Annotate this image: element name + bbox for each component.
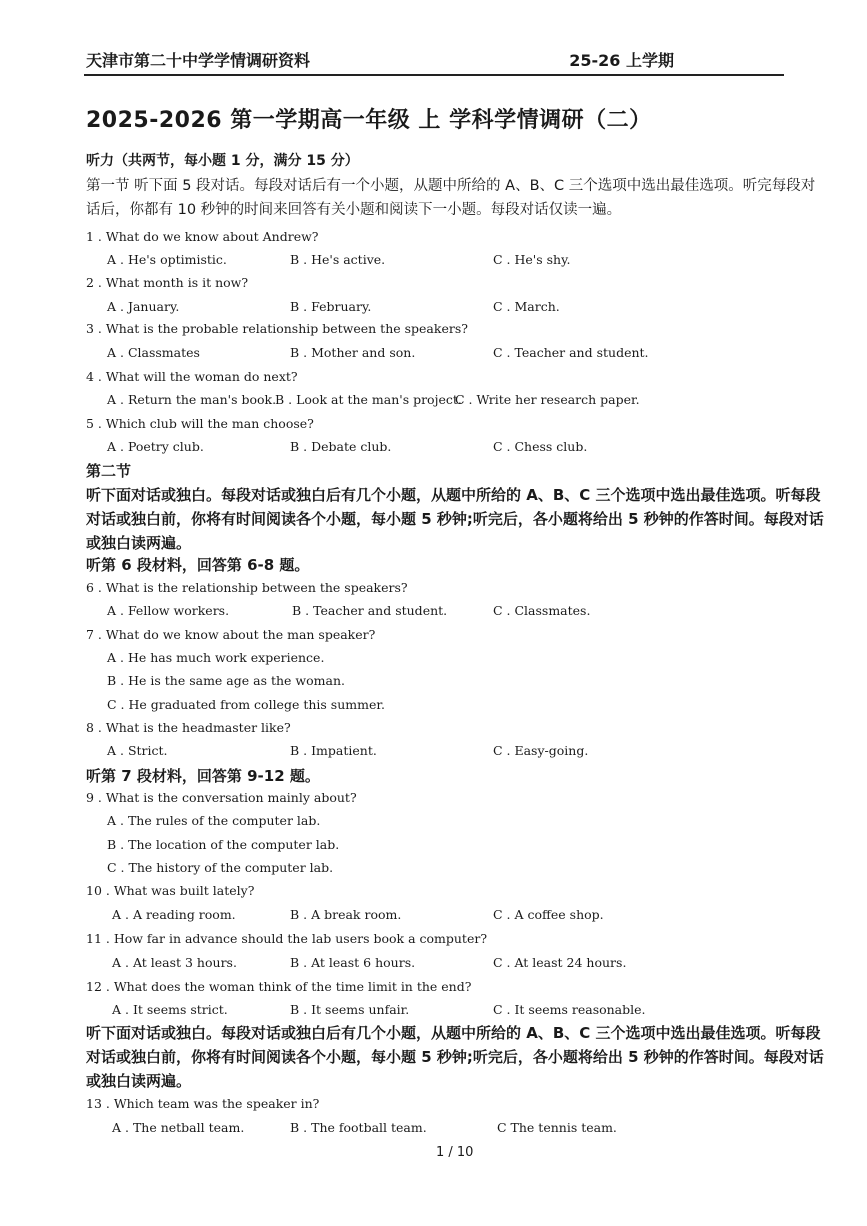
material-6-heading: 听第 6 段材料，回答第 6-8 题。 [86,556,310,574]
question-3: 3 . What is the probable relationship between the speakers? [86,321,468,336]
q12-option-a: A . It seems strict. [112,1002,228,1017]
question-6: 6 . What is the relationship between the speakers? [86,580,408,595]
q5-option-a: A . Poetry club. [107,439,204,454]
q1-option-c: C . He's shy. [493,252,571,267]
q13-option-c: C The tennis team. [497,1120,617,1135]
q13-option-a: A . The netball team. [112,1120,245,1135]
q10-option-b: B . A break room. [290,907,402,922]
section1-instructions: 第一节 听下面 5 段对话。每段对话后有一个小题，从题中所给的 A、B、C 三个选项中选出最佳选项。听完每段对话后，你都有 10 秒钟的时间来回答有关小题和阅读下一小题。每段对话仅读一遍。 [86,178,816,218]
question-12: 12 . What does the woman think of the time limit in the end? [86,979,472,994]
school-name: 天津市第二十中学学情调研资料 [86,51,311,70]
q8-option-b: B . Impatient. [290,743,377,758]
q9-option-c: C . The history of the computer lab. [107,860,334,875]
question-7: 7 . What do we know about the man speaker? [86,627,376,642]
q11-option-b: B . At least 6 hours. [290,955,416,970]
running-header [84,44,784,76]
question-9: 9 . What is the conversation mainly about? [86,790,357,805]
q1-option-b: B . He's active. [290,252,386,267]
q12-option-c: C . It seems reasonable. [493,1002,646,1017]
q3-option-b: B . Mother and son. [290,345,416,360]
question-8: 8 . What is the headmaster like? [86,720,291,735]
section2-instructions-repeat: 听下面对话或独白。每段对话或独白后有几个小题，从题中所给的 A、B、C 三个选项中选出最佳选项。听每段对话或独白前，你将有时间阅读各个小题，每小题 5 秒钟;听完后，各小题将给出 5 秒钟的作答时间。每段对话或独白读两遍。 [86,1024,824,1090]
question-1: 1 . What do we know about Andrew? [86,229,319,244]
q9-option-a: A . The rules of the computer lab. [107,813,321,828]
question-5: 5 . Which club will the man choose? [86,416,314,431]
q5-option-c: C . Chess club. [493,439,588,454]
q4-option-b: B . Look at the man's project. [275,392,462,407]
q11-option-c: C . At least 24 hours. [493,955,627,970]
q8-option-a: A . Strict. [107,743,168,758]
q7-option-b: B . He is the same age as the woman. [107,673,345,688]
q7-option-a: A . He has much work experience. [107,650,325,665]
q6-option-c: C . Classmates. [493,603,591,618]
q12-option-b: B . It seems unfair. [290,1002,410,1017]
q10-option-a: A . A reading room. [112,907,236,922]
q11-option-a: A . At least 3 hours. [112,955,237,970]
q8-option-c: C . Easy-going. [493,743,589,758]
listening-heading: 听力（共两节，每小题 1 分，满分 15 分） [86,153,359,169]
q2-option-a: A . January. [107,299,180,314]
q1-option-a: A . He's optimistic. [107,252,227,267]
q7-option-c: C . He graduated from college this summer. [107,697,385,712]
q13-option-b: B . The football team. [290,1120,427,1135]
section2-heading: 第二节 [86,462,132,480]
q10-option-c: C . A coffee shop. [493,907,604,922]
question-4: 4 . What will the woman do next? [86,369,298,384]
question-2: 2 . What month is it now? [86,275,249,290]
q6-option-b: B . Teacher and student. [292,603,448,618]
q4-option-a: A . Return the man's book. [107,392,277,407]
q5-option-b: B . Debate club. [290,439,392,454]
q2-option-c: C . March. [493,299,560,314]
question-10: 10 . What was built lately? [86,883,255,898]
material-7-heading: 听第 7 段材料，回答第 9-12 题。 [86,767,320,785]
q3-option-c: C . Teacher and student. [493,345,649,360]
q2-option-b: B . February. [290,299,372,314]
question-11: 11 . How far in advance should the lab users book a computer? [86,931,488,946]
section2-instructions: 听下面对话或独白。每段对话或独白后有几个小题，从题中所给的 A、B、C 三个选项中选出最佳选项。听每段对话或独白前，你将有时间阅读各个小题，每小题 5 秒钟;听完后，各小题将给出 5 秒钟的作答时间。每段对话或独白读两遍。 [86,486,824,552]
page-number: 1 / 10 [436,1145,474,1160]
question-13: 13 . Which team was the speaker in? [86,1096,320,1111]
term-label: 25-26 上学期 [569,51,674,70]
q3-option-a: A . Classmates [107,345,200,360]
q9-option-b: B . The location of the computer lab. [107,837,340,852]
q6-option-a: A . Fellow workers. [107,603,230,618]
q4-option-c: C . Write her research paper. [455,392,640,407]
exam-title: 2025-2026 第一学期高一年级 上 学科学情调研（二） [86,108,652,133]
